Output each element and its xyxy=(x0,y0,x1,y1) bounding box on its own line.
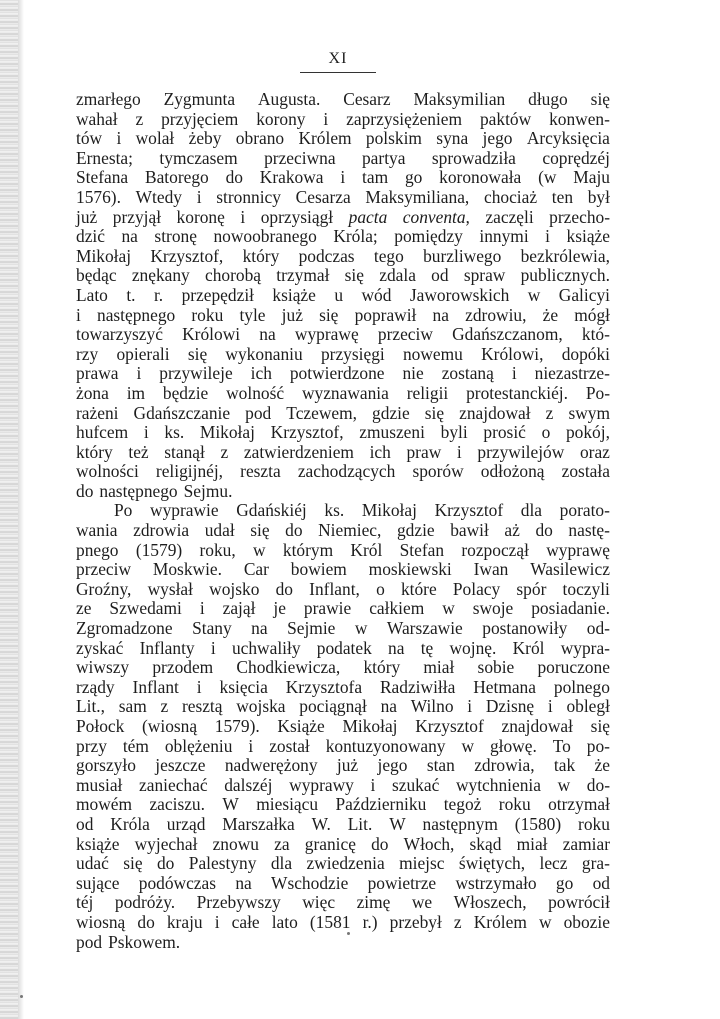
text-line: przy tém oblężeniu i został kontuzyonowany w głowę. To po- xyxy=(76,735,610,756)
text-line: już przyjął koronę i oprzysiągł pacta conventa, zaczęli przecho- xyxy=(76,206,610,227)
text-line: Lit., sam z resztą wojska pociągnął na Wilno i Dzisnę i obległ xyxy=(76,696,610,717)
text-line: ze Szwedami i zajął je prawie całkiem w swoje posiadanie. xyxy=(76,598,610,619)
text-line: rzy opierali się wykonaniu przysięgi nowemu Królowi, dopóki xyxy=(76,343,610,364)
text-line: rządy Inflant i księcia Krzysztofa Radziwiłła Hetmana polnego xyxy=(76,676,610,697)
text-line: Po wyprawie Gdańskiéj ks. Mikołaj Krzysztof dla porato- xyxy=(114,500,610,521)
text-line: sujące podówczas na Wschodzie powietrze wstrzymało go od xyxy=(76,872,610,893)
text-line: Mikołaj Krzysztof, który podczas tego burzliwego bezkrólewia, xyxy=(76,245,610,266)
text-line: wahał z przyjęciem korony i zaprzysiężeniem paktów konwen- xyxy=(76,108,610,129)
text-line: Lato t. r. przepędził książe u wód Jaworowskich w Galicyi xyxy=(76,284,610,305)
page-number-rule xyxy=(300,72,376,73)
text-line: rażeni Gdańszczanie pod Tczewem, gdzie się znajdował z swym xyxy=(76,402,610,423)
text-line: Zgromadzone Stany na Sejmie w Warszawie postanowiły od- xyxy=(76,618,610,639)
text-line: musiał zaniechać dalszéj wyprawy i szukać wytchnienia w do- xyxy=(76,774,610,795)
text-line: zyskać Inflanty i uchwaliły podatek na tę wojnę. Król wypra- xyxy=(76,637,610,658)
text-line: Stefana Batorego do Krakowa i tam go koronowała (w Maju xyxy=(76,167,610,188)
text-line: 1576). Wtedy i stronnicy Cesarza Maksymiliana, chociaż ten był xyxy=(76,186,610,207)
ink-speck xyxy=(347,932,350,935)
text-line: żona im będzie wolność wyznawania religii protestanckiéj. Po- xyxy=(76,382,610,403)
text-line: gorszyło jeszcze nadwerężony już jego stan zdrowia, tak że xyxy=(76,755,610,776)
text-line: pnego (1579) roku, w którym Król Stefan rozpoczął wyprawę xyxy=(76,539,610,560)
text-line: będąc znękany chorobą trzymał się zdala od spraw publicznych. xyxy=(76,265,610,286)
text-line: który też stanął z zatwierdzeniem ich praw i przywilejów oraz xyxy=(76,441,610,462)
text-line: tów i wolał żeby obrano Królem polskim syna jego Arcyksięcia xyxy=(76,128,610,149)
text-line: udać się do Palestyny dla zwiedzenia miejsc świętych, lecz gra- xyxy=(76,853,610,874)
text-line: Groźny, wysłał wojsko do Inflant, o które Polacy spór toczyli xyxy=(76,578,610,599)
text-line: pod Pskowem. xyxy=(76,931,181,952)
text-line: Ernesta; tymczasem przeciwna partya sprowadziła coprędzéj xyxy=(76,147,610,168)
paragraph xyxy=(76,90,610,501)
book-binding-shadow xyxy=(0,0,18,1019)
body-text xyxy=(76,90,610,952)
text-line: przeciw Moskwie. Car bowiem moskiewski Iwan Wasilewicz xyxy=(76,559,610,580)
text-line: wania zdrowia udał się do Niemiec, gdzie bawił aż do nastę- xyxy=(76,520,610,541)
text-line: téj podróży. Przebywszy więc zimę we Włoszech, powrócił xyxy=(76,892,610,913)
text-line: zmarłego Zygmunta Augusta. Cesarz Maksymilian długo się xyxy=(76,89,610,109)
text-line: dzić na stronę nowoobranego Króla; pomiędzy innymi i książe xyxy=(76,226,610,247)
text-line: mowém zaciszu. W miesiącu Październiku tegoż roku otrzymał xyxy=(76,794,610,815)
text-line: Połock (wiosną 1579). Książe Mikołaj Krzysztof znajdował się xyxy=(76,716,610,736)
ink-speck xyxy=(20,995,23,998)
page-number: XI xyxy=(328,50,348,67)
text-line: prawa i przywileje ich potwierdzone nie zostaną i niezastrze- xyxy=(76,363,610,384)
text-line: hufcem i ks. Mikołaj Krzysztof, zmuszeni byli prosić o pokój, xyxy=(76,422,610,443)
text-line: książe wyjechał znowu za granicę do Włoch, skąd miał zamiar xyxy=(76,833,610,854)
text-line: wolności religijnéj, reszta zachodzących sporów odłożoną została xyxy=(76,461,610,482)
text-line: do następnego Sejmu. xyxy=(76,480,233,501)
text-line: wiosną do kraju i całe lato (1581 r.) przebył z Królem w obozie xyxy=(76,911,610,932)
text-line: towarzyszyć Królowi na wyprawę przeciw Gdańszczanom, któ- xyxy=(76,324,610,345)
text-line: i następnego roku tyle już się poprawił na zdrowiu, że mógł xyxy=(76,304,610,325)
text-line: wiwszy przodem Chodkiewicza, który miał sobie poruczone xyxy=(76,657,610,678)
text-line: od Króla urząd Marszałka W. Lit. W następnym (1580) roku xyxy=(76,813,610,834)
paragraph xyxy=(76,501,610,952)
page-gutter xyxy=(18,0,24,1019)
